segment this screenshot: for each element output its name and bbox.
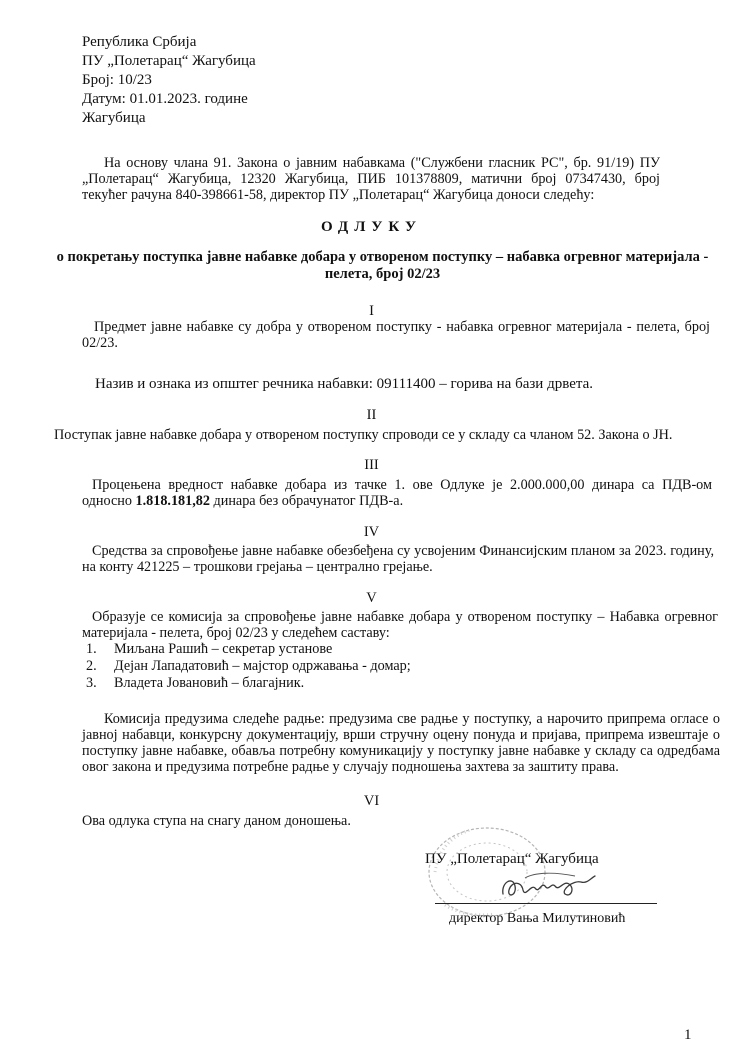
list-item <box>82 675 582 692</box>
section-5-commission: Образује се комисија за спровођење јавне набавке добара у отвореном поступку – Набавка огревног материјала - пелета, број 02/23 у следећем саставу: <box>82 609 718 641</box>
member-text: Миљана Рашић – секретар установе <box>114 641 333 657</box>
member-text: Дејан Лападатовић – мајстор одржавања - домар; <box>114 658 411 674</box>
section-3-text <box>82 477 712 509</box>
header-date: Датум: 01.01.2023. године <box>82 91 248 107</box>
net-value: 1.818.181,82 <box>135 493 210 509</box>
document-subtitle: о покретању поступка јавне набавке добара у отвореном поступку – набавка огревног материјала - пелета, број 02/23 <box>56 249 709 282</box>
section-6-text: Ова одлука ступа на снагу даном доношења. <box>82 813 351 829</box>
header-country: Република Србија <box>82 34 197 50</box>
section-numeral-4: IV <box>363 524 380 540</box>
section-numeral-3: III <box>364 457 379 473</box>
list-item <box>82 641 582 658</box>
section-3-text-end: динара без обрачунатог ПДВ-а. <box>209 493 404 509</box>
member-number: 2. <box>86 658 97 674</box>
header-institution: ПУ „Полетарац“ Жагубица <box>82 53 256 69</box>
document-title: ОДЛУКУ <box>320 219 422 235</box>
section-2-text: Поступак јавне набавке добара у отвореном поступку спроводи се у складу са чланом 52. Закона о ЈН. <box>54 427 673 443</box>
section-numeral-2: II <box>366 407 377 423</box>
member-number: 3. <box>86 675 97 691</box>
signatory-name: директор Вања Милутиновић <box>449 911 626 926</box>
handwritten-signature <box>495 868 605 904</box>
section-1-subject: Предмет јавне набавке су добра у отвореном поступку - набавка огревног материјала - пелета, број 02/23. <box>82 319 710 351</box>
member-number: 1. <box>86 641 97 657</box>
document-header <box>82 33 256 128</box>
section-1-vocabulary: Назив и ознака из општег речника набавки: 09111400 – горива на бази дрвета. <box>95 376 594 392</box>
section-4-text: Средства за спровођење јавне набавке обезбеђена су усвојеним Финансијским планом за 2023. годину, на конту 421225 – трошкови грејања – централно грејање. <box>82 543 714 575</box>
header-number: Број: 10/23 <box>82 72 152 88</box>
section-numeral-1: I <box>369 303 374 319</box>
section-numeral-5: V <box>366 590 377 606</box>
member-text: Владета Јовановић – благајник. <box>114 675 305 691</box>
section-numeral-6: VI <box>363 793 380 809</box>
signature-line <box>435 903 657 904</box>
header-place: Жагубица <box>82 110 146 126</box>
list-item <box>82 658 582 675</box>
section-5-duties: Комисија предузима следеће радње: предузима све радње у поступку, а нарочито припрема огласе о јавној набавци, конкурсну документацију, врши стручну оцену понуда и пријава, припрема извештаје о поступку јавне набавке, обавља потребну комуникацију у поступку јавне набавке у складу са одредбама овог закона и предузима потребне радње у случају подношења захтева за заштиту права. <box>82 711 720 775</box>
commission-members-list <box>82 641 582 692</box>
intro-paragraph: На основу члана 91. Закона о јавним набавкама ("Службени гласник РС", бр. 91/19) ПУ „Полетарац“ Жагубица, 12320 Жагубица, ПИБ 101378809, матични број 07347430, број текућег рачуна 840-398661-58, директор ПУ „Полетарац“ Жагубица доноси следећу: <box>82 155 660 203</box>
section-3-text-start: Процењена вредност набавке добара из тачке 1. ове Одлуке је 2.000.000,00 динара са ПДВ-ом односно <box>82 477 712 509</box>
signature-organization: ПУ „Полетарац“ Жагубица <box>425 851 599 867</box>
page-number: 1 <box>684 1027 692 1043</box>
